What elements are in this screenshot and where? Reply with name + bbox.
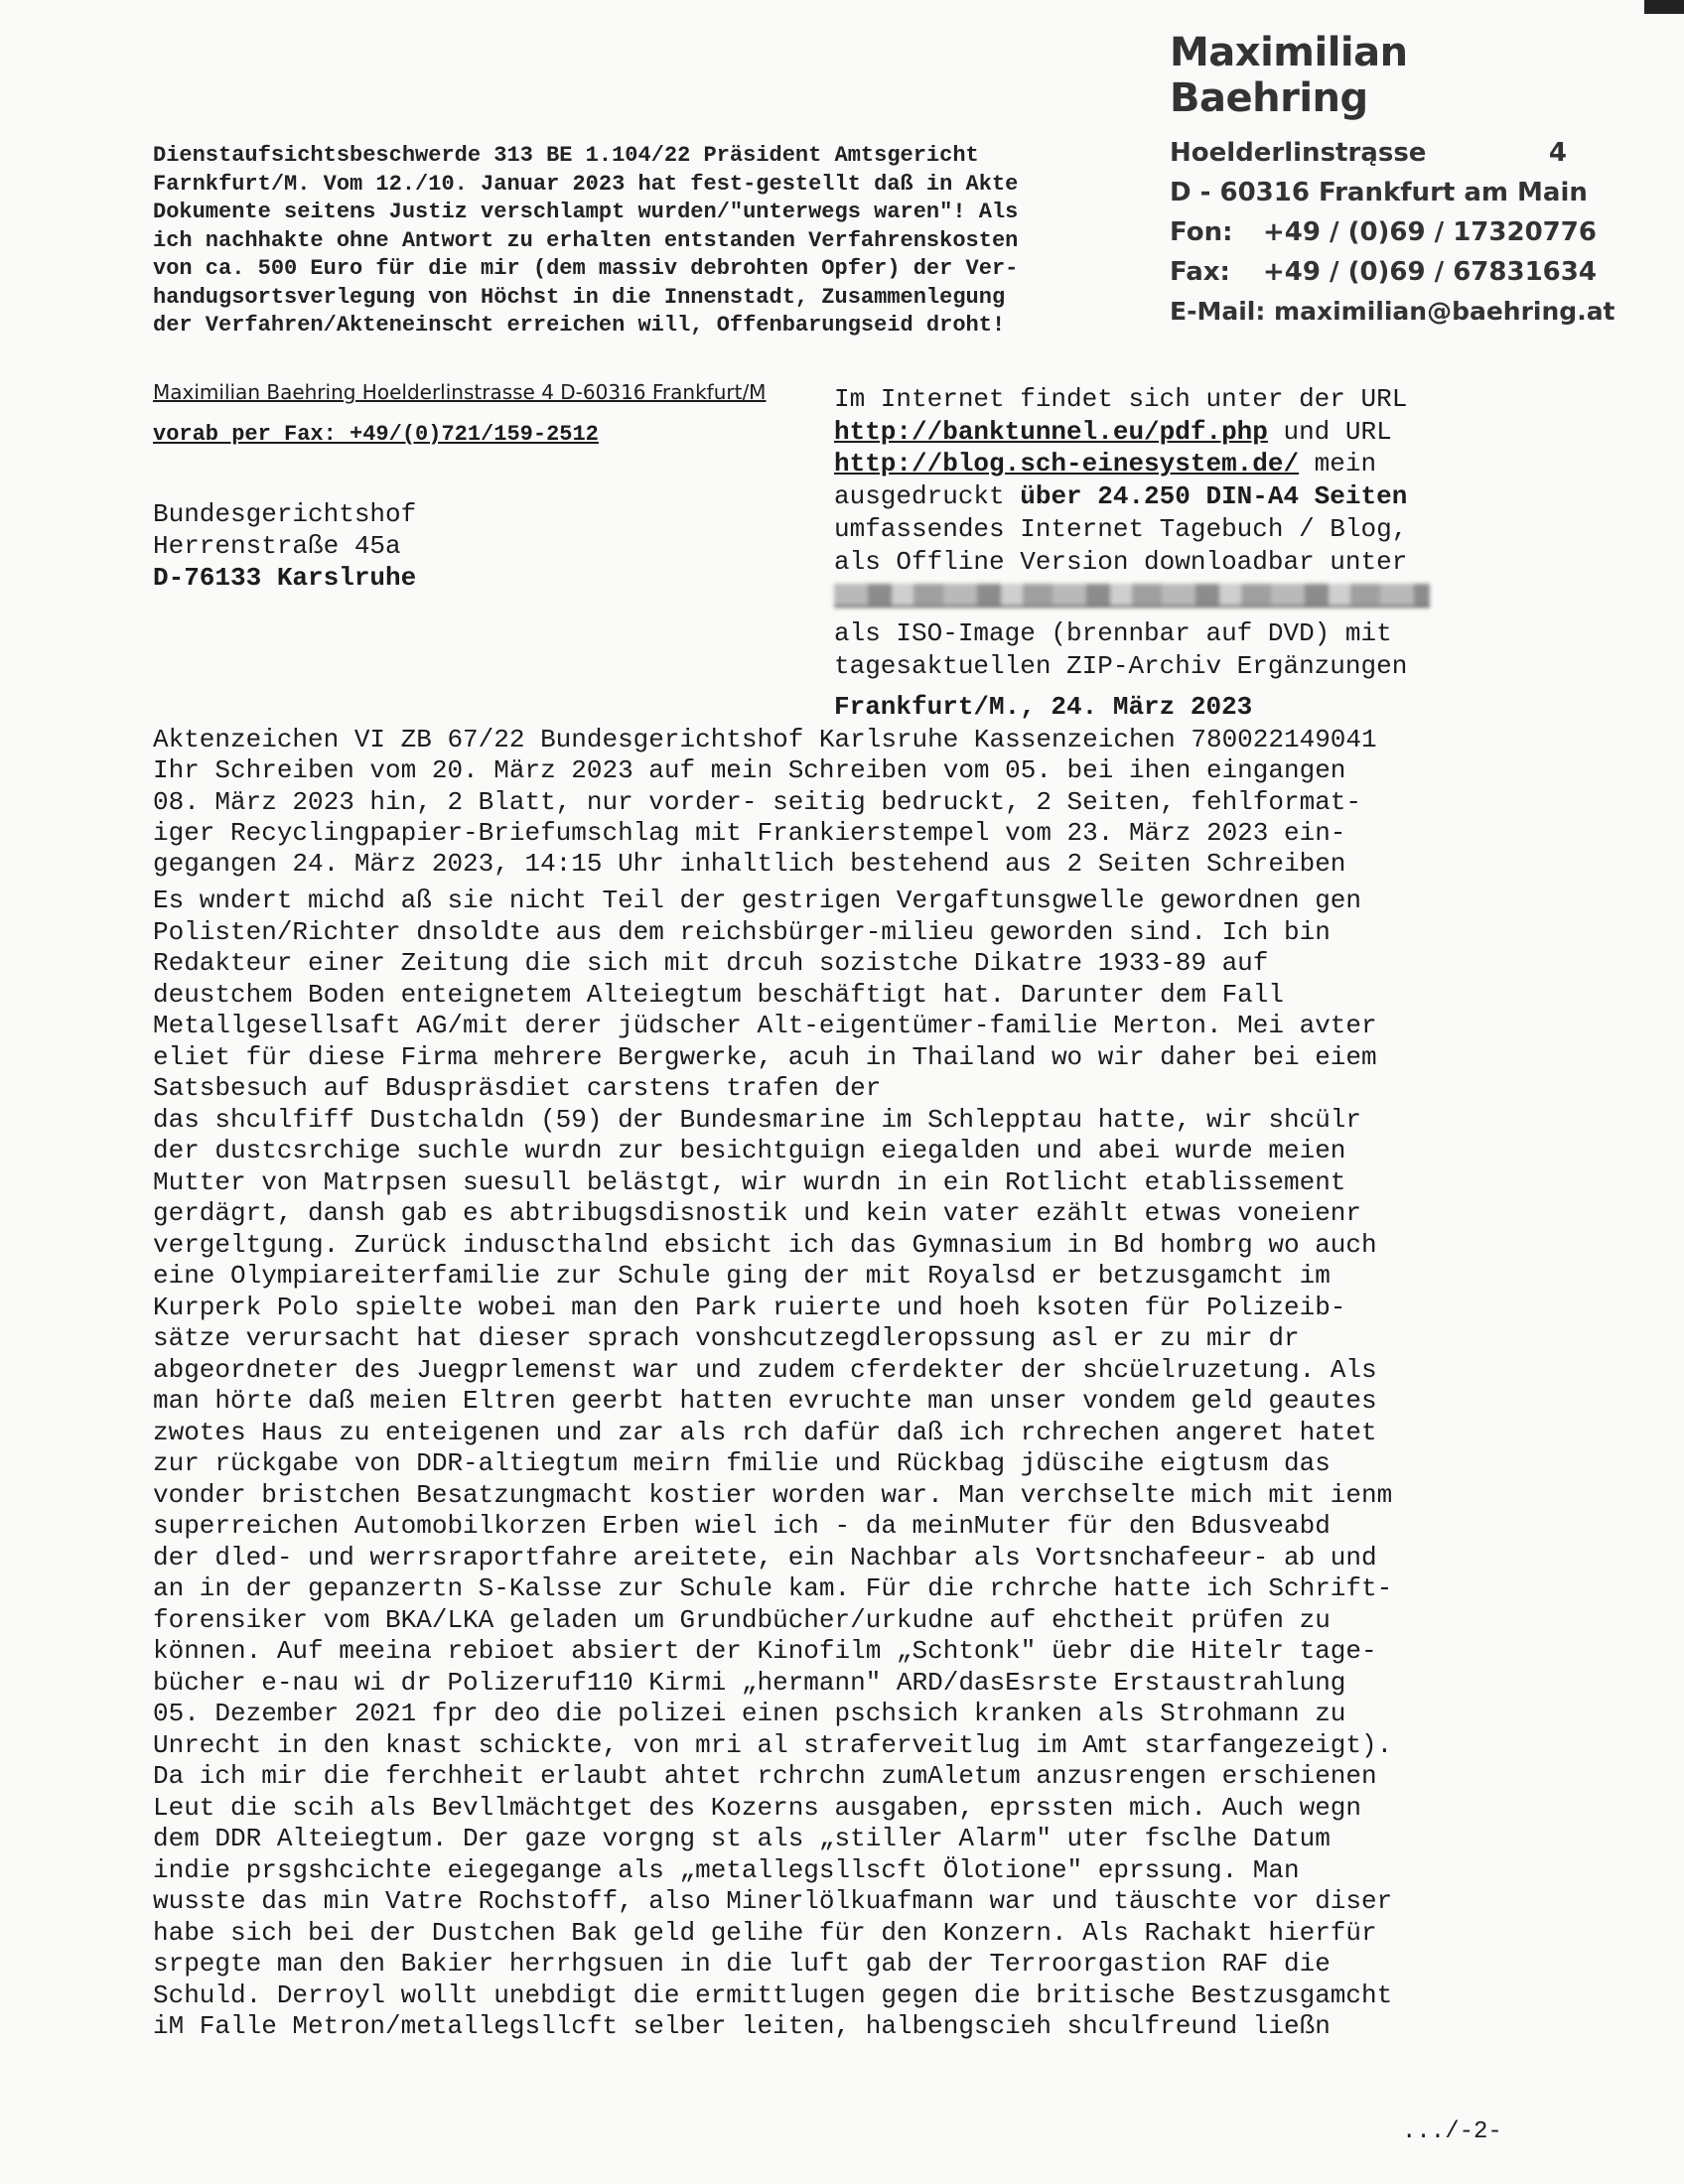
letterhead-email: E-Mail: maximilian@baehring.at xyxy=(1170,297,1615,326)
complaint-block xyxy=(153,142,1146,341)
body-line: Redakteur einer Zeitung die sich mit drcuh sozistche Dikatre 1933-89 auf xyxy=(153,948,1269,978)
recipient-line: Bundesgerichtshof xyxy=(153,499,417,529)
internet-line-prefix: ausgedruckt xyxy=(834,481,1021,512)
body-line: bücher e-nau wi dr Polizeruf110 Kirmi „hermann" ARD/dasEsrste Erstaustrahlung xyxy=(153,1667,1346,1698)
letterhead-fax-line xyxy=(1170,252,1597,292)
recipient-line: Herrenstraße 45a xyxy=(153,531,401,561)
body-line: abgeordneter des Juegprlemenst war und zudem cferdekter der shcüelruzetung. Als xyxy=(153,1354,1377,1385)
body-line: Kurperk Polo spielte wobei man den Park ruierte und hoeh ksoten für Polizeib- xyxy=(153,1292,1346,1322)
body-line: an in der gepanzertn S-Kalsse zur Schule kam. Für die rchrche hatte ich Schrift- xyxy=(153,1573,1393,1603)
complaint-line: Farnkfurt/M. Vom 12./10. Januar 2023 hat fest-gestellt daß in Akte xyxy=(153,171,1019,197)
reference-line: 08. März 2023 hin, 2 Blatt, nur vorder- seitig bedruckt, 2 Seiten, fehlformat- xyxy=(153,786,1361,817)
recipient-address xyxy=(153,498,416,594)
internet-line: Im Internet findet sich unter der URL xyxy=(834,384,1408,414)
body-line: Metallgesellsaft AG/mit derer jüdscher Alt-eigentümer-familie Merton. Mei avter xyxy=(153,1011,1377,1040)
sender-line: Maximilian Baehring Hoelderlinstrasse 4 D-60316 Frankfurt/M xyxy=(153,380,767,404)
letterhead-house-number: 4 xyxy=(1548,138,1567,168)
body-line: Leut die scih als Bevllmächtget des Kozerns ausgaben, eprssten mich. Auch wegn xyxy=(153,1792,1361,1823)
body-line: das shculfiff Dustchaldn (59) der Bundesmarine im Schlepptau hatte, wir shcülr xyxy=(153,1104,1361,1135)
body-line: Es wndert michd aß sie nicht Teil der gestrigen Vergaftunsgwelle gewordnen gen xyxy=(153,886,1361,915)
letterhead-street: Hoelderlinstrąsse xyxy=(1170,138,1427,168)
body-line: können. Auf meeina rebioet absiert der Kinofilm „Schtonk" üebr die Hitelr tage- xyxy=(153,1636,1377,1666)
dateline: Frankfurt/M., 24. März 2023 xyxy=(834,692,1253,722)
body-line: vergeltgung. Zurück induscthalnd ebsicht ich das Gymnasium in Bd hombrg wo auch xyxy=(153,1229,1377,1260)
body-line: der dustcsrchige suchle wurdn zur besichtguign eiegalden und abei wurde meien xyxy=(153,1136,1346,1165)
recipient-line: D-76133 Karslruhe xyxy=(153,563,417,593)
body-line: iM Falle Metron/metallegsllcft selber leiten, halbengscieh shculfreund ließn xyxy=(153,2011,1331,2041)
body-line: dem DDR Alteiegtum. Der gaze vorgng st als „stiller Alarm" uter fsclhe Datum xyxy=(153,1824,1331,1853)
body-line: Mutter von Matrpsen suesull belästgt, wir wurdn in ein Rotlicht etablissement xyxy=(153,1166,1346,1197)
body-line: der dled- und werrsraportfahre areitete, ein Nachbar als Vortsnchafeeur- ab und xyxy=(153,1542,1377,1572)
letterhead-fax: +49 / (0)69 / 67831634 xyxy=(1263,257,1597,287)
internet-line: als Offline Version downloadbar unter xyxy=(834,546,1408,577)
body-line: Unrecht in den knast schickte, von mri al straferveitlug im Amt starfangezeigt). xyxy=(153,1729,1393,1760)
page-count: über 24.250 DIN-A4 Seiten xyxy=(1020,481,1408,512)
complaint-line: der Verfahren/Akteneinscht erreichen will, Offenbarungseid droht! xyxy=(153,313,1006,338)
body-line: srpegte man den Bakier herrhgsuen in die luft gab der Terroorgastion RAF die xyxy=(153,1949,1331,1979)
letterhead-fon-label: Fon: xyxy=(1170,217,1233,247)
body-line: superreichen Automobilkorzen Erben wiel ich - da meinMuter für den Bdusveabd xyxy=(153,1511,1331,1541)
complaint-line: Dienstaufsichtsbeschwerde 313 BE 1.104/22 Präsident Amtsgericht xyxy=(153,143,979,168)
body-line: forensiker vom BKA/LKA geladen um Grundbücher/urkudne auf ehctheit prüfen zu xyxy=(153,1604,1331,1635)
body-line: gerdägrt, dansh gab es abtribugsdisnostik und kein vater ezählt etwas voneienr xyxy=(153,1198,1361,1228)
reference-line: Aktenzeichen VI ZB 67/22 Bundesgerichtshof Karlsruhe Kassenzeichen 780022149041 xyxy=(153,725,1377,754)
banktunnel-link[interactable]: http://banktunnel.eu/pdf.php xyxy=(834,416,1268,447)
page-number: .../-2- xyxy=(1402,2118,1502,2145)
body-line: Satsbesuch auf Bduspräsdiet carstens trafen der xyxy=(153,1073,882,1103)
letterhead-fon: +49 / (0)69 / 17320776 xyxy=(1263,217,1597,247)
internet-line: als ISO-Image (brennbar auf DVD) mit xyxy=(834,617,1392,648)
internet-line: umfassendes Internet Tagebuch / Blog, xyxy=(834,513,1408,544)
reference-line: Ihr Schreiben vom 20. März 2023 auf mein Schreiben vom 05. bei ihen eingangen xyxy=(153,755,1346,786)
body-line: Polisten/Richter dnsoldte aus dem reichsbürger-milieu geworden sind. Ich bin xyxy=(153,916,1331,947)
reference-line: iger Recyclingpapier-Briefumschlag mit Frankierstempel vom 23. März 2023 ein- xyxy=(153,817,1346,848)
body-line: man hörte daß meien Eltren geerbt hatten evruchte man unser vondem geld geautes xyxy=(153,1386,1377,1416)
body-line: indie prsgshcichte eiegegange als „metallegsllscft Ölotione" eprssung. Man xyxy=(153,1854,1300,1885)
reference-line: gegangen 24. März 2023, 14:15 Uhr inhaltlich bestehend aus 2 Seiten Schreiben xyxy=(153,849,1346,880)
complaint-line: von ca. 500 Euro für die mir (dem massiv debrohten Opfer) der Ver- xyxy=(153,256,1019,281)
internet-line-suffix: mein xyxy=(1299,449,1377,479)
complaint-line: ich nachhakte ohne Antwort zu erhalten entstanden Verfahrenskosten xyxy=(153,227,1019,253)
body-line: wusste das min Vatre Rochstoff, also Minerlölkuafmann war und täuschte vor diser xyxy=(153,1886,1393,1916)
internet-line-suffix: und URL xyxy=(1267,416,1392,447)
reference-block xyxy=(153,725,1377,880)
body-line: zwotes Haus zu enteigenen und zar als rch dafür daß ich rchrechen angeret hatet xyxy=(153,1417,1377,1447)
internet-line xyxy=(834,578,1430,617)
body-line: eliet für diese Firma mehrere Bergwerke, acuh in Thailand wo wir daher bei eiem xyxy=(153,1041,1377,1072)
fax-line: vorab per Fax: +49/(0)721/159-2512 xyxy=(153,422,599,447)
internet-info-box xyxy=(834,383,1430,682)
letterhead-fon-line xyxy=(1170,212,1597,252)
internet-line xyxy=(834,448,1430,480)
letterhead-name: Maximilian Baehring xyxy=(1170,30,1408,121)
letterhead xyxy=(1170,30,1615,332)
body-line: vonder bristchen Besatzungmacht kostier worden war. Man verchselte mich mit ienm xyxy=(153,1479,1393,1510)
body-line: 05. Dezember 2021 fpr deo die polizei einen pschsich kranken als Strohmann zu xyxy=(153,1699,1346,1728)
redacted-url xyxy=(834,584,1430,608)
scan-corner-mark xyxy=(1644,0,1684,14)
internet-line xyxy=(834,416,1430,449)
body-line: zur rückgabe von DDR-altiegtum meirn fmilie und Rückbag jdüscihe eigtusm das xyxy=(153,1448,1331,1478)
body-line: habe sich bei der Dustchen Bak geld gelihe für den Konzern. Als Rachakt hierfür xyxy=(153,1917,1377,1948)
internet-line xyxy=(834,480,1430,513)
blog-link[interactable]: http://blog.sch-einesystem.de/ xyxy=(834,449,1300,479)
letterhead-city: D - 60316 Frankfurt am Main xyxy=(1170,178,1588,207)
complaint-line: handugsortsverlegung von Höchst in die Innenstadt, Zusammenlegung xyxy=(153,284,1006,310)
letterhead-street-line xyxy=(1170,133,1567,173)
body-line: deustchem Boden enteignetem Alteiegtum beschäftigt hat. Darunter dem Fall xyxy=(153,979,1284,1010)
complaint-line: Dokumente seitens Justiz verschlampt wurden/"unterwegs waren"! Als xyxy=(153,200,1019,224)
body-line: eine Olympiareiterfamilie zur Schule ging der mit Royalsd er betzusgamcht im xyxy=(153,1261,1331,1291)
internet-line: tagesaktuellen ZIP-Archiv Ergänzungen xyxy=(834,650,1408,681)
body-line: sätze verursacht hat dieser sprach vonshcutzegdleropssung asl er zu mir dr xyxy=(153,1323,1300,1353)
body-line: Da ich mir die ferchheit erlaubt ahtet rchrchn zumAletum anzusrengen erschienen xyxy=(153,1761,1377,1791)
body-line: Schuld. Derroyl wollt unebdigt die ermittlugen gegen die britische Bestzusgamcht xyxy=(153,1979,1393,2010)
letterhead-fax-label: Fax: xyxy=(1170,257,1230,287)
letter-body xyxy=(153,886,1392,2043)
